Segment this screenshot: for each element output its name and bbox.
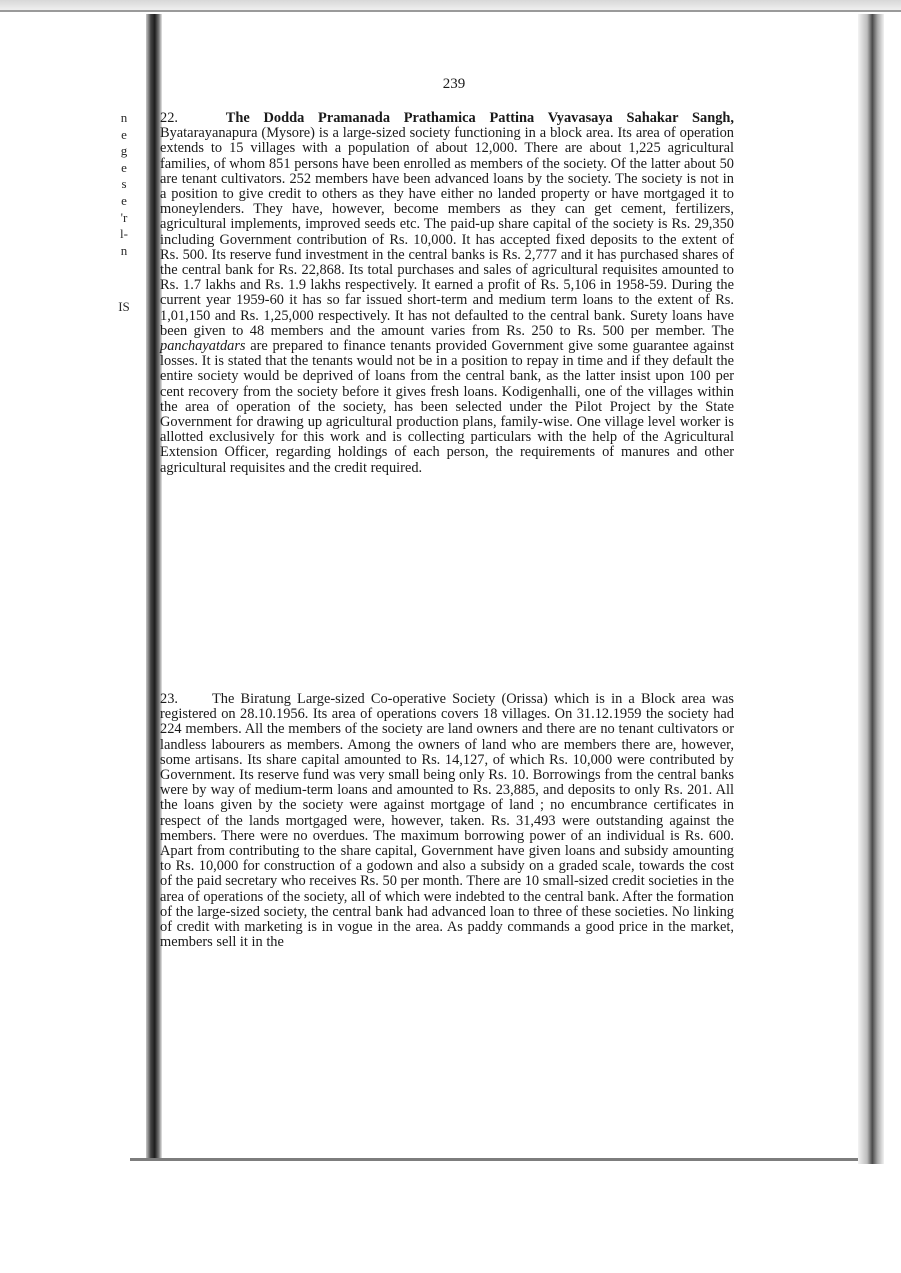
paragraph-text: Byatarayanapura (Mysore) is a large-sized society functioning in a block area. Its area of operation extends to 15 villages with a population of about 12,000. There are about 1,225 agricultural families, of whom 851 persons have been enrolled as members of the society. Of the latter about 50 are tenant cultivators. 252 members have been advanced loans by the society. The society is not in a position to give credit to others as they have either no landed property or have mortgaged it to moneylenders. They have, however, become members as they can get cement, fertilizers, agricultural implements, improved seeds etc. The paid-up share capital of the society is Rs. 29,350 including Government contribution of Rs. 10,000. It has accepted fixed deposits to the extent of Rs. 500. Its reserve fund investment in the central banks is Rs. 2,777 and it has purchased shares of the central bank for Rs. 22,868. Its total purchases and sales of agricultural requisites amounted to Rs. 1.7 lakhs and Rs. 1.9 lakhs respectively. It earned a profit of Rs. 5,106 in 1958-59. During the current year 1959-60 it has so far issued short-term and medium term loans to the extent of Rs. 1,01,150 and Rs. 1,25,000 respectively. It has not defaulted to the central bank. Surety loans have been given to 48 members and the amount varies from Rs. 250 to Rs. 500 per member. The [160, 125, 734, 339]
paragraph-23 [160, 692, 734, 950]
margin-mark: n [120, 242, 128, 258]
margin-mark: e [121, 126, 127, 142]
scan-top-edge [0, 0, 901, 12]
page-bottom-edge [130, 1158, 858, 1161]
paragraph-lead: The Dodda Pramanada Prathamica Pattina Vyavasaya Sahakar Sangh, [225, 110, 734, 126]
page-right-edge [858, 14, 884, 1164]
paragraph-text: The Biratung Large-sized Co-operative Society (Orissa) which is in a Block area was registered on 28.10.1956. Its area of operations covers 18 villages. On 31.12.1959 the society had 224 members. All the members of the society are land owners and there are no tenant cultivators or landless labourers as members. Among the owners of land who are members there are, however, some artisans. Its share capital amounted to Rs. 14,127, of which Rs. 10,000 were contributed by Government. Its reserve fund was very small being only Rs. 10. Borrowings from the central banks were by way of medium-term loans and amounted to Rs. 23,885, and deposits to only Rs. 201. All the loans given by the society were against mortgage of land ; no encumbrance certificates in respect of the lands mortgaged were, however, taken. Rs. 31,493 were outstanding against the members. There were no overdues. The maximum borrowing power of an individual is Rs. 600. Apart from contributing to the share capital, Government have given loans and subsidy amounting to Rs. 10,000 for construction of a godown and also a subsidy on a graded scale, towards the cost of the paid secretary who receives Rs. 50 per month. There are 10 small-sized credit societies in the area of operations of the society, all of which were indebted to the central bank. After the formation of the large-sized society, the central bank had advanced loan to three of these societies. No linking of credit with marketing is in vogue in the area. As paddy commands a good price in the market, members sell it in the [160, 691, 734, 951]
paragraph-number: 23. [160, 691, 178, 707]
page-number: 239 [442, 76, 466, 92]
margin-mark: g [120, 143, 128, 159]
margin-mark: e [121, 192, 127, 208]
margin-mark: n [120, 110, 128, 125]
margin-mark: s [121, 176, 127, 192]
margin-mark: 'r [120, 209, 128, 225]
margin-mark: l- [120, 226, 128, 242]
margin-mark: IS [118, 299, 130, 315]
facing-page-margin-text [112, 110, 136, 316]
paragraph-italic-term: panchayatdars [160, 338, 246, 355]
margin-mark: e [121, 159, 127, 175]
paragraph-22 [160, 111, 734, 476]
paragraph-number: 22. [160, 110, 178, 126]
paragraph-text: are prepared to finance tenants provided Government give some guarantee against losses. It is stated that the tenants would not be in a position to repay in time and if they default the entire society would be deprived of loans from the central bank, as the latter insist upon 100 per cent recovery from the society before it gives fresh loans. Kodigenhalli, one of the villages within the area of operation of the society, has been selected under the Pilot Project by the State Government for drawing up agricultural production plans, family-wise. One village level worker is allotted exclusively for this work and is collecting particulars with the help of the Agricultural Extension Officer, regarding holdings of each person, the requirements of manures and other agricultural requisites and the credit required. [160, 338, 734, 476]
